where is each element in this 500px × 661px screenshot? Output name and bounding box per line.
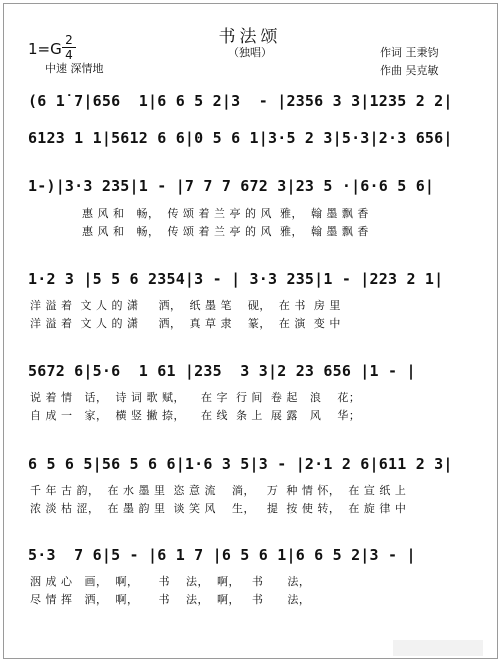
time-bottom: 4 [65,48,73,62]
key-signature: 1=G [28,40,62,58]
lyric-line-7-verse-1: 洇 成 心 画， 啊， 书 法， 啊， 书 法， [30,575,311,588]
score-line-4: 1·2 3 |5 5 6 2354|3 - | 3·3 235|1 - |223 2 1| [28,270,444,288]
lyric-line-5-verse-1: 说 着 情 话， 诗 词 歌 赋， 在 字 行 间 卷 起 浪 花； [30,391,361,404]
song-title: 书法颂 [218,27,282,47]
watermark-area [393,640,483,656]
lyric-line-7-verse-2: 尽 情 挥 洒， 啊， 书 法， 啊， 书 法， [30,593,311,606]
score-line-6: 6 5 6 5|56 5 6 6|1·6 3 5|3 - |2·1 2 6|611 2 3| [28,455,453,473]
lyric-line-6-verse-1: 千 年 古 韵， 在 水 墨 里 恣 意 流 淌， 万 种 情 怀， 在 宣 纸 上 [30,484,407,497]
time-signature [62,34,76,61]
time-top: 2 [65,33,73,47]
score-line-1: (6 1̇ 7|656 1|6 6 5 2|3 - |2356 3 3|1235 2 2| [28,92,453,110]
composer-credit: 作曲 吴克敏 [380,64,439,77]
score-line-2: 6123 1 1|5612 6 6|0 5 6 1|3·5 2 3|5·3|2·3 656| [28,129,453,147]
tempo-marking: 中速 深情地 [45,62,104,75]
lyric-line-6-verse-2: 浓 淡 枯 涩， 在 墨 韵 里 谈 笑 风 生， 提 按 使 转， 在 旋 律 中 [30,502,407,515]
song-subtitle: （独唱） [228,46,272,59]
lyric-line-4-verse-2: 洋 溢 着 文 人 的 潇 洒， 真 草 隶 篆， 在 演 变 中 [30,317,341,330]
score-line-7: 5·3 7 6|5 - |6 1 7 |6 5 6 1|6 6 5 2|3 - | [28,546,416,564]
lyric-line-4-verse-1: 洋 溢 着 文 人 的 潇 洒， 纸 墨 笔 砚， 在 书 房 里 [30,299,341,312]
score-line-3: 1-)|3·3 235|1 - |7 7 7 672 3|23 5 ·|6·6 5 6| [28,177,435,195]
lyric-line-5-verse-2: 自 成 一 家， 横 竖 撇 捺， 在 线 条 上 展 露 风 华； [30,409,361,422]
lyric-line-3-verse-1: 惠 风 和 畅， 传 颂 着 兰 亭 的 风 雅， 翰 墨 飘 香 [82,207,369,220]
lyricist-credit: 作词 王秉钧 [380,46,439,59]
lyric-line-3-verse-2: 惠 风 和 畅， 传 颂 着 兰 亭 的 风 雅， 翰 墨 飘 香 [82,225,369,238]
score-line-5: 5672 6|5·6 1 61 |235 3 3|2 23 656 |1 - | [28,362,416,380]
